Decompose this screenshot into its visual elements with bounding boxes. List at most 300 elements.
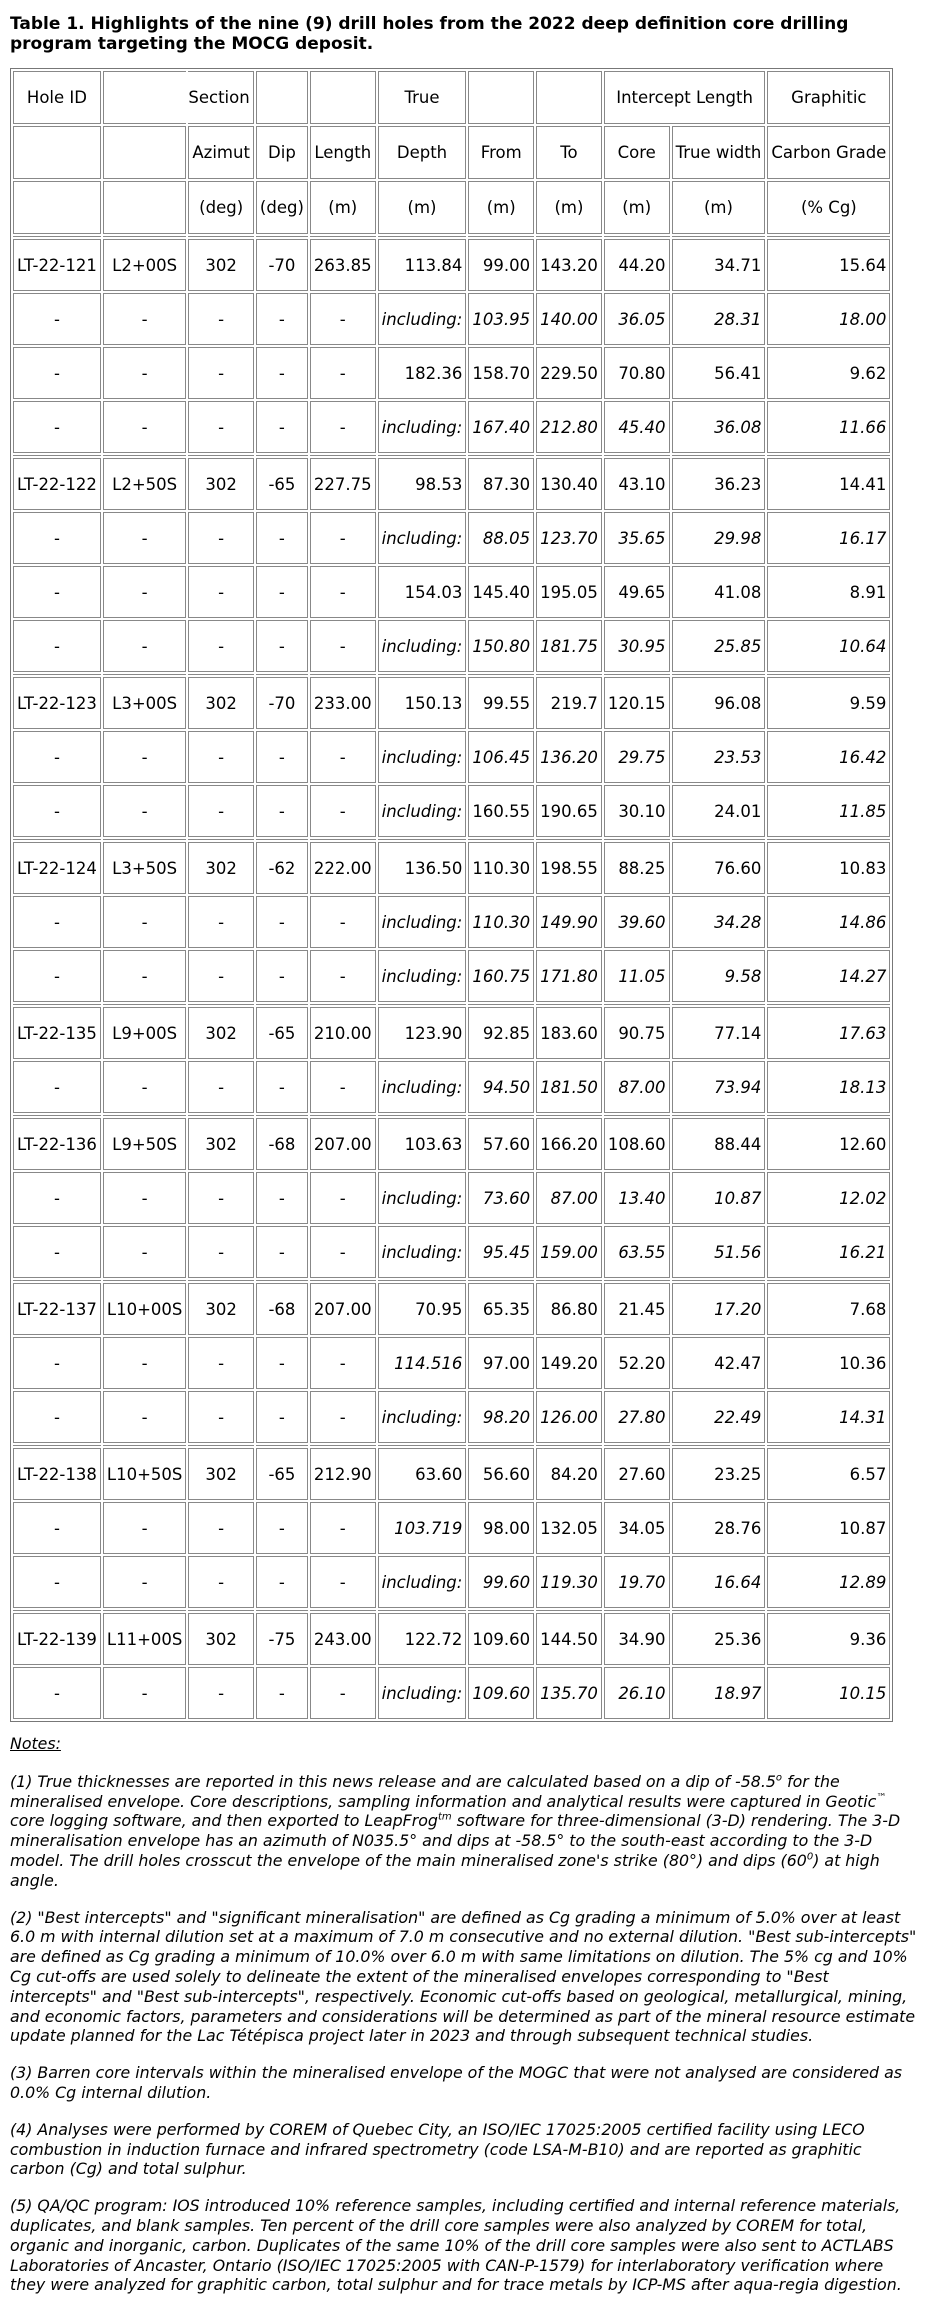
separator-cell — [536, 1610, 602, 1611]
header-row-1 — [13, 71, 890, 124]
cell-to: 143.20 — [536, 239, 602, 291]
cell-true-width: 56.41 — [672, 347, 766, 399]
separator-cell — [767, 236, 890, 237]
cell-to: 126.00 — [536, 1391, 602, 1443]
cell-from: 92.85 — [468, 1007, 534, 1059]
cell-from: 57.60 — [468, 1118, 534, 1170]
table-row — [13, 1061, 890, 1113]
cell-dip: -70 — [256, 677, 308, 729]
separator-cell — [103, 1610, 186, 1611]
cell-depth: including: — [378, 1556, 467, 1608]
cell-from: 99.55 — [468, 677, 534, 729]
header-section-left — [103, 71, 186, 124]
cell-depth: 114.516 — [378, 1337, 467, 1389]
separator-cell — [767, 1004, 890, 1005]
cell-dip: - — [256, 731, 308, 783]
cell-dip: -62 — [256, 842, 308, 894]
cell-azimut: - — [188, 1391, 254, 1443]
cell-to: 190.65 — [536, 785, 602, 837]
cell-true-width: 17.20 — [672, 1283, 766, 1335]
cell-section: L9+00S — [103, 1007, 186, 1059]
cell-grade: 17.63 — [767, 1007, 890, 1059]
note-1-text: software for three-dimensional (3-D) rendering. The 3-D mineralisation envelope has an azimuth of N035.5° and dips at -58.5° to the south-east according to the 3-D model. The drill holes crosscut the envelope of the main mineralised zone's strike (80°) and dips (60 — [10, 1811, 901, 1870]
cell-depth: 70.95 — [378, 1283, 467, 1335]
cell-true-width: 77.14 — [672, 1007, 766, 1059]
table-row — [13, 566, 890, 618]
cell-to: 130.40 — [536, 458, 602, 510]
cell-core: 36.05 — [604, 293, 670, 345]
degree-sign: o — [775, 1772, 783, 1784]
cell-grade: 10.87 — [767, 1502, 890, 1554]
header-depth: Depth — [378, 126, 467, 179]
separator-cell — [13, 1115, 101, 1116]
cell-from: 97.00 — [468, 1337, 534, 1389]
separator-cell — [468, 455, 534, 456]
cell-azimut: 302 — [188, 842, 254, 894]
cell-to: 181.50 — [536, 1061, 602, 1113]
cell-length: - — [310, 347, 376, 399]
cell-true-width: 96.08 — [672, 677, 766, 729]
separator-cell — [103, 1115, 186, 1116]
cell-grade: 16.21 — [767, 1226, 890, 1278]
separator-cell — [103, 1004, 186, 1005]
separator-cell — [536, 674, 602, 675]
cell-dip: -65 — [256, 458, 308, 510]
cell-dip: - — [256, 1226, 308, 1278]
cell-azimut: 302 — [188, 1283, 254, 1335]
cell-dip: - — [256, 347, 308, 399]
cell-section: - — [103, 1391, 186, 1443]
cell-grade: 10.64 — [767, 620, 890, 672]
cell-dip: - — [256, 1337, 308, 1389]
cell-grade: 11.85 — [767, 785, 890, 837]
header-length-unit: (m) — [310, 181, 376, 234]
table-row — [13, 896, 890, 948]
header-to-unit: (m) — [536, 181, 602, 234]
cell-azimut: - — [188, 1502, 254, 1554]
cell-azimut: - — [188, 731, 254, 783]
separator-cell — [604, 455, 670, 456]
table-row — [13, 401, 890, 453]
cell-azimut: - — [188, 1226, 254, 1278]
note-1-text: (1) True thicknesses are reported in this news release and are calculated based on a dip of -58.5 — [10, 1771, 776, 1791]
cell-length: - — [310, 731, 376, 783]
cell-core: 34.05 — [604, 1502, 670, 1554]
cell-depth: including: — [378, 1172, 467, 1224]
cell-grade: 9.36 — [767, 1613, 890, 1665]
group-separator — [13, 455, 890, 456]
table-row — [13, 1667, 890, 1719]
cell-section: L11+00S — [103, 1613, 186, 1665]
table-row — [13, 239, 890, 291]
trademark-sign: ™ — [876, 1792, 887, 1804]
cell-azimut: 302 — [188, 677, 254, 729]
cell-from: 167.40 — [468, 401, 534, 453]
cell-to: 149.20 — [536, 1337, 602, 1389]
note-2: (2) "Best intercepts" and "significant mineralisation" are defined as Cg grading a minimum of 5.0% over at least 6.0 m with internal dilution set at a maximum of 7.0 m consecutive and no external dilution. "Best sub-intercepts" are defined as Cg grading a minimum of 10.0% over 6.0 m with same limitations on dilution. The 5% cg and 10% Cg cut-offs are used solely to delineate the extent of the mineralised envelopes corresponding to "Best intercepts" and "Best sub-intercepts", respectively. Economic cut-offs based on geological, metallurgical, mining, and economic factors, parameters and considerations will be determined as part of the mineral resource estimate update planned for the Lac Tétépisca project later in 2023 and through subsequent technical studies. — [10, 1907, 917, 2046]
cell-true-width: 34.71 — [672, 239, 766, 291]
separator-cell — [468, 1610, 534, 1611]
cell-hole: LT-22-138 — [13, 1448, 101, 1500]
cell-core: 21.45 — [604, 1283, 670, 1335]
cell-dip: - — [256, 401, 308, 453]
separator-cell — [468, 839, 534, 840]
cell-from: 87.30 — [468, 458, 534, 510]
cell-length: - — [310, 1391, 376, 1443]
cell-to: 181.75 — [536, 620, 602, 672]
cell-core: 70.80 — [604, 347, 670, 399]
cell-grade: 9.59 — [767, 677, 890, 729]
note-4: (4) Analyses were performed by COREM of Quebec City, an ISO/IEC 17025:2005 certified facility using LECO combustion in induction furnace and infrared spectrometry (code LSA-M-B10) and are reported as graphitic carbon (Cg) and total sulphur. — [10, 2119, 865, 2179]
cell-true-width: 42.47 — [672, 1337, 766, 1389]
cell-true-width: 41.08 — [672, 566, 766, 618]
cell-section: - — [103, 950, 186, 1002]
header-row-2 — [13, 126, 890, 179]
cell-core: 26.10 — [604, 1667, 670, 1719]
separator-cell — [188, 1280, 254, 1281]
cell-grade: 14.41 — [767, 458, 890, 510]
separator-cell — [604, 1004, 670, 1005]
cell-grade: 6.57 — [767, 1448, 890, 1500]
cell-hole: LT-22-136 — [13, 1118, 101, 1170]
header-blank — [103, 181, 186, 234]
group-separator — [13, 1004, 890, 1005]
cell-azimut: - — [188, 347, 254, 399]
separator-cell — [13, 1610, 101, 1611]
separator-cell — [468, 674, 534, 675]
header-dip-unit: (deg) — [256, 181, 308, 234]
cell-core: 30.95 — [604, 620, 670, 672]
cell-from: 110.30 — [468, 842, 534, 894]
cell-hole: - — [13, 347, 101, 399]
group-separator — [13, 236, 890, 237]
cell-core: 29.75 — [604, 731, 670, 783]
separator-cell — [767, 1610, 890, 1611]
cell-grade: 16.17 — [767, 512, 890, 564]
cell-from: 56.60 — [468, 1448, 534, 1500]
separator-cell — [767, 839, 890, 840]
cell-to: 149.90 — [536, 896, 602, 948]
table-row — [13, 1172, 890, 1224]
cell-to: 87.00 — [536, 1172, 602, 1224]
cell-section: - — [103, 1667, 186, 1719]
header-azimut-unit: (deg) — [188, 181, 254, 234]
cell-hole: LT-22-123 — [13, 677, 101, 729]
header-graphitic: Graphitic — [767, 71, 890, 124]
cell-dip: - — [256, 620, 308, 672]
cell-hole: - — [13, 401, 101, 453]
cell-dip: - — [256, 785, 308, 837]
cell-depth: including: — [378, 401, 467, 453]
cell-grade: 18.00 — [767, 293, 890, 345]
cell-azimut: - — [188, 620, 254, 672]
group-separator — [13, 839, 890, 840]
cell-length: 243.00 — [310, 1613, 376, 1665]
cell-true-width: 28.31 — [672, 293, 766, 345]
cell-from: 94.50 — [468, 1061, 534, 1113]
cell-dip: - — [256, 1061, 308, 1113]
cell-dip: - — [256, 896, 308, 948]
cell-core: 30.10 — [604, 785, 670, 837]
separator-cell — [536, 1115, 602, 1116]
cell-azimut: - — [188, 512, 254, 564]
cell-to: 171.80 — [536, 950, 602, 1002]
cell-to: 84.20 — [536, 1448, 602, 1500]
cell-depth: 113.84 — [378, 239, 467, 291]
cell-azimut: 302 — [188, 458, 254, 510]
cell-section: L3+00S — [103, 677, 186, 729]
cell-azimut: 302 — [188, 1007, 254, 1059]
cell-dip: - — [256, 1556, 308, 1608]
cell-core: 11.05 — [604, 950, 670, 1002]
cell-depth: including: — [378, 731, 467, 783]
notes-heading: Notes: — [10, 1734, 61, 1753]
separator-cell — [468, 1280, 534, 1281]
cell-dip: - — [256, 293, 308, 345]
table-row — [13, 458, 890, 510]
header-blank-dip — [256, 71, 308, 124]
separator-cell — [672, 1004, 766, 1005]
cell-depth: including: — [378, 896, 467, 948]
cell-azimut: 302 — [188, 1613, 254, 1665]
cell-depth: including: — [378, 620, 467, 672]
cell-azimut: - — [188, 785, 254, 837]
separator-cell — [310, 1445, 376, 1446]
cell-to: 136.20 — [536, 731, 602, 783]
cell-depth: including: — [378, 1391, 467, 1443]
table-row — [13, 1226, 890, 1278]
cell-from: 106.45 — [468, 731, 534, 783]
cell-grade: 12.60 — [767, 1118, 890, 1170]
separator-cell — [604, 236, 670, 237]
cell-core: 27.80 — [604, 1391, 670, 1443]
cell-section: L3+50S — [103, 842, 186, 894]
cell-true-width: 76.60 — [672, 842, 766, 894]
cell-core: 44.20 — [604, 239, 670, 291]
separator-cell — [536, 1004, 602, 1005]
separator-cell — [767, 455, 890, 456]
cell-from: 160.75 — [468, 950, 534, 1002]
header-depth-unit: (m) — [378, 181, 467, 234]
cell-grade: 11.66 — [767, 401, 890, 453]
cell-grade: 18.13 — [767, 1061, 890, 1113]
cell-section: - — [103, 401, 186, 453]
cell-true-width: 34.28 — [672, 896, 766, 948]
cell-to: 144.50 — [536, 1613, 602, 1665]
cell-dip: - — [256, 1391, 308, 1443]
cell-length: - — [310, 293, 376, 345]
cell-from: 73.60 — [468, 1172, 534, 1224]
cell-section: - — [103, 1502, 186, 1554]
group-separator — [13, 1280, 890, 1281]
separator-cell — [604, 1610, 670, 1611]
cell-to: 229.50 — [536, 347, 602, 399]
separator-cell — [604, 1445, 670, 1446]
cell-dip: -65 — [256, 1448, 308, 1500]
separator-cell — [256, 236, 308, 237]
cell-from: 158.70 — [468, 347, 534, 399]
cell-section: - — [103, 1172, 186, 1224]
cell-depth: including: — [378, 1226, 467, 1278]
cell-depth: 103.719 — [378, 1502, 467, 1554]
cell-grade: 10.36 — [767, 1337, 890, 1389]
separator-cell — [103, 1445, 186, 1446]
cell-azimut: - — [188, 896, 254, 948]
cell-true-width: 9.58 — [672, 950, 766, 1002]
cell-core: 63.55 — [604, 1226, 670, 1278]
separator-cell — [604, 1115, 670, 1116]
cell-from: 109.60 — [468, 1613, 534, 1665]
separator-cell — [767, 1280, 890, 1281]
cell-length: - — [310, 896, 376, 948]
separator-cell — [310, 674, 376, 675]
cell-to: 86.80 — [536, 1283, 602, 1335]
cell-grade: 12.89 — [767, 1556, 890, 1608]
cell-dip: -70 — [256, 239, 308, 291]
cell-section: L2+00S — [103, 239, 186, 291]
cell-to: 198.55 — [536, 842, 602, 894]
header-hole-id: Hole ID — [13, 71, 101, 124]
cell-length: 207.00 — [310, 1283, 376, 1335]
separator-cell — [672, 839, 766, 840]
cell-true-width: 16.64 — [672, 1556, 766, 1608]
table-title: Table 1. Highlights of the nine (9) drill holes from the 2022 deep definition core drilling program targeting the MOCG deposit. — [10, 14, 849, 54]
separator-cell — [604, 1280, 670, 1281]
cell-dip: - — [256, 512, 308, 564]
header-to: To — [536, 126, 602, 179]
separator-cell — [536, 236, 602, 237]
notes-section — [10, 1734, 920, 2295]
header-blank — [13, 181, 101, 234]
cell-azimut: - — [188, 1337, 254, 1389]
cell-azimut: - — [188, 1172, 254, 1224]
separator-cell — [672, 674, 766, 675]
cell-length: - — [310, 620, 376, 672]
cell-to: 195.05 — [536, 566, 602, 618]
separator-cell — [188, 236, 254, 237]
header-core-unit: (m) — [604, 181, 670, 234]
cell-core: 49.65 — [604, 566, 670, 618]
table-row — [13, 1007, 890, 1059]
cell-to: 212.80 — [536, 401, 602, 453]
cell-from: 98.00 — [468, 1502, 534, 1554]
cell-hole: LT-22-124 — [13, 842, 101, 894]
separator-cell — [256, 455, 308, 456]
header-from-unit: (m) — [468, 181, 534, 234]
table-row — [13, 1448, 890, 1500]
separator-cell — [256, 674, 308, 675]
cell-section: - — [103, 512, 186, 564]
separator-cell — [188, 1445, 254, 1446]
note-1-text: core logging software, and then exported to LeapFrog — [10, 1811, 438, 1831]
separator-cell — [536, 455, 602, 456]
separator-cell — [378, 455, 467, 456]
separator-cell — [256, 1280, 308, 1281]
cell-length: - — [310, 512, 376, 564]
cell-to: 123.70 — [536, 512, 602, 564]
cell-section: - — [103, 1226, 186, 1278]
header-section: Section — [188, 71, 254, 124]
cell-grade: 14.31 — [767, 1391, 890, 1443]
cell-to: 135.70 — [536, 1667, 602, 1719]
cell-core: 43.10 — [604, 458, 670, 510]
cell-depth: including: — [378, 1061, 467, 1113]
cell-dip: - — [256, 950, 308, 1002]
cell-depth: 98.53 — [378, 458, 467, 510]
cell-core: 19.70 — [604, 1556, 670, 1608]
cell-dip: - — [256, 1172, 308, 1224]
trademark-sign: tm — [437, 1812, 452, 1824]
cell-section: L2+50S — [103, 458, 186, 510]
separator-cell — [188, 1004, 254, 1005]
separator-cell — [767, 1115, 890, 1116]
cell-section: - — [103, 896, 186, 948]
cell-dip: - — [256, 566, 308, 618]
separator-cell — [256, 1445, 308, 1446]
separator-cell — [378, 1610, 467, 1611]
separator-cell — [468, 1115, 534, 1116]
separator-cell — [536, 1280, 602, 1281]
cell-true-width: 10.87 — [672, 1172, 766, 1224]
cell-dip: -75 — [256, 1613, 308, 1665]
table-row — [13, 1391, 890, 1443]
separator-cell — [536, 1445, 602, 1446]
group-separator — [13, 1610, 890, 1611]
cell-dip: - — [256, 1502, 308, 1554]
cell-dip: -68 — [256, 1118, 308, 1170]
table-row — [13, 842, 890, 894]
separator-cell — [672, 1445, 766, 1446]
degree-sign: 0 — [806, 1851, 814, 1863]
table-row — [13, 1613, 890, 1665]
separator-cell — [13, 674, 101, 675]
separator-cell — [103, 236, 186, 237]
cell-hole: - — [13, 1556, 101, 1608]
cell-true-width: 88.44 — [672, 1118, 766, 1170]
cell-grade: 15.64 — [767, 239, 890, 291]
header-true-width-unit: (m) — [672, 181, 766, 234]
cell-depth: 182.36 — [378, 347, 467, 399]
cell-section: - — [103, 293, 186, 345]
cell-true-width: 25.36 — [672, 1613, 766, 1665]
cell-section: L10+50S — [103, 1448, 186, 1500]
note-1 — [10, 1772, 920, 1891]
cell-grade: 10.15 — [767, 1667, 890, 1719]
cell-hole: - — [13, 1391, 101, 1443]
table-row — [13, 620, 890, 672]
header-blank-to — [536, 71, 602, 124]
cell-from: 110.30 — [468, 896, 534, 948]
table-row — [13, 1283, 890, 1335]
header-dip: Dip — [256, 126, 308, 179]
header-azimut: Azimut — [188, 126, 254, 179]
separator-cell — [604, 674, 670, 675]
separator-cell — [256, 1610, 308, 1611]
cell-from: 150.80 — [468, 620, 534, 672]
cell-grade: 8.91 — [767, 566, 890, 618]
cell-hole: - — [13, 1502, 101, 1554]
cell-core: 39.60 — [604, 896, 670, 948]
separator-cell — [378, 674, 467, 675]
separator-cell — [188, 455, 254, 456]
cell-grade: 9.62 — [767, 347, 890, 399]
cell-depth: 63.60 — [378, 1448, 467, 1500]
cell-hole: LT-22-122 — [13, 458, 101, 510]
cell-section: - — [103, 1061, 186, 1113]
cell-depth: including: — [378, 1667, 467, 1719]
separator-cell — [767, 674, 890, 675]
cell-from: 65.35 — [468, 1283, 534, 1335]
